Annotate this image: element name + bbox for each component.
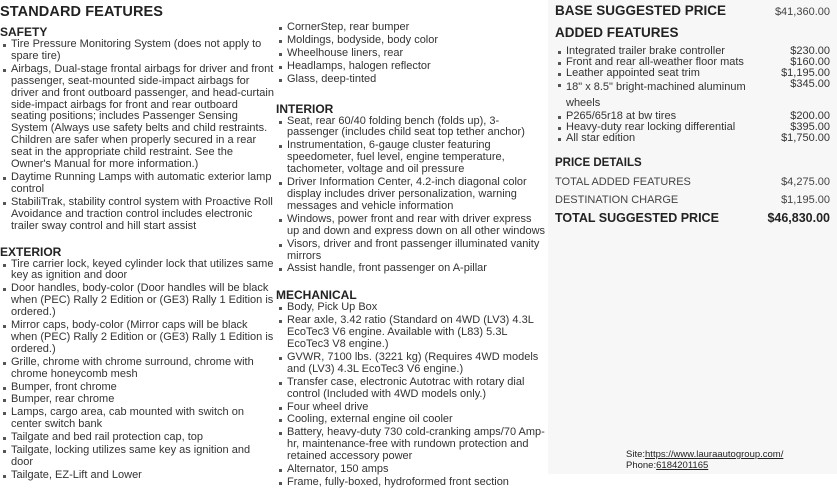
list-item: Headlamps, halogen reflector	[276, 61, 546, 73]
list-item: Assist handle, front passenger on A-pillar	[276, 263, 546, 275]
feature-price: $160.00	[790, 56, 830, 68]
section-title-interior: INTERIOR	[276, 101, 334, 116]
list-item: Mirror caps, body-color (Mirror caps will be black when (PEC) Rally 2 Edition or (GE3) Rally 1 Edition is ordered.)	[0, 320, 275, 356]
features-column-1	[0, 0, 275, 482]
list-item: Tire carrier lock, keyed cylinder lock that utilizes same key as ignition and door	[0, 259, 275, 283]
list-item: Bumper, rear chrome	[0, 394, 275, 406]
list-item: StabiliTrak, stability control system with Proactive Roll Avoidance and traction control includes electronic trailer sway control and hill start assist	[0, 197, 275, 233]
list-item: CornerStep, rear bumper	[276, 22, 546, 34]
feature-name: Front and rear all-weather floor mats	[566, 56, 744, 68]
list-item: Tailgate, locking utilizes same key as ignition and door	[0, 445, 275, 469]
feature-name: Leather appointed seat trim	[566, 67, 700, 79]
total-added-row	[548, 170, 837, 188]
list-item: Grille, chrome with chrome surround, chrome with chrome honeycomb mesh	[0, 357, 275, 381]
added-features-title: ADDED FEATURES	[555, 25, 679, 40]
list-item: Tailgate, EZ-Lift and Lower	[0, 470, 275, 482]
list-item: Alternator, 150 amps	[276, 464, 546, 476]
interior-list	[276, 116, 546, 276]
list-item: Bumper, front chrome	[0, 382, 275, 394]
base-price-label: BASE SUGGESTED PRICE	[555, 3, 727, 18]
added-feature-item	[555, 79, 830, 111]
list-item: Door handles, body-color (Door handles will be black when (PEC) Rally 2 Edition or (GE3) Rally 1 Edition is ordered.)	[0, 283, 275, 319]
list-item: Rear axle, 3.42 ratio (Standard on 4WD (LV3) 4.3L EcoTec3 V6 engine. Available with (L83) 5.3L EcoTec3 V8 engine.)	[276, 315, 546, 351]
dealer-contact	[626, 449, 783, 471]
feature-name: 18" x 8.5" bright-machined aluminum wheels	[566, 81, 746, 109]
base-price-value: $41,360.00	[774, 6, 830, 18]
page-title: STANDARD FEATURES	[0, 4, 164, 20]
list-item: Daytime Running Lamps with automatic exterior lamp control	[0, 172, 275, 196]
feature-name: P265/65r18 at bw tires	[566, 110, 677, 122]
total-price-label: TOTAL SUGGESTED PRICE	[555, 211, 719, 225]
list-item: Instrumentation, 6-gauge cluster featuring speedometer, fuel level, engine temperature, tachometer, voltage and oil pressure	[276, 140, 546, 176]
feature-name: Integrated trailer brake controller	[566, 45, 725, 57]
list-item: Battery, heavy-duty 730 cold-cranking amps/70 Amp-hr, maintenance-free with rundown protection and retained accessory power	[276, 427, 546, 463]
feature-price: $345.00	[790, 78, 830, 90]
destination-row	[548, 188, 837, 206]
list-item: Body, Pick Up Box	[276, 302, 546, 314]
site-line	[626, 449, 783, 460]
phone-link[interactable]: 6184201165	[656, 460, 709, 471]
list-item: Tire Pressure Monitoring System (does not apply to spare tire)	[0, 39, 275, 63]
list-item: GVWR, 7100 lbs. (3221 kg) (Requires 4WD models and (LV3) 4.3L EcoTec3 V6 engine.)	[276, 352, 546, 376]
feature-price: $395.00	[790, 121, 830, 133]
pricing-panel	[548, 0, 837, 474]
safety-list	[0, 39, 275, 233]
feature-price: $1,750.00	[781, 132, 830, 144]
list-item: Wheelhouse liners, rear	[276, 48, 546, 60]
base-price-row	[548, 0, 837, 18]
list-item: Driver Information Center, 4.2-inch diagonal color display includes driver personalization, warning messages and vehicle information	[276, 177, 546, 213]
feature-price: $200.00	[790, 110, 830, 122]
list-item: Seat, rear 60/40 folding bench (folds up), 3-passenger (includes child seat top tether anchor)	[276, 116, 546, 140]
section-title-safety: SAFETY	[0, 25, 48, 39]
total-price-row	[548, 206, 837, 225]
added-feature-item	[555, 68, 830, 79]
destination-value: $1,195.00	[781, 194, 830, 206]
feature-name: Heavy-duty rear locking differential	[566, 121, 736, 133]
list-item: Four wheel drive	[276, 402, 546, 414]
section-title-exterior: EXTERIOR	[0, 244, 62, 259]
total-price-value: $46,830.00	[767, 211, 830, 225]
list-item: Transfer case, electronic Autotrac with rotary dial control (Included with 4WD models only.)	[276, 377, 546, 401]
list-item: Moldings, bodyside, body color	[276, 35, 546, 47]
feature-price: $1,195.00	[781, 67, 830, 79]
list-item: Glass, deep-tinted	[276, 74, 546, 86]
list-item: Visors, driver and front passenger illuminated vanity mirrors	[276, 239, 546, 263]
mechanical-list	[276, 302, 546, 489]
feature-name: All star edition	[566, 132, 636, 144]
list-item: Lamps, cargo area, cab mounted with switch on center switch bank	[0, 407, 275, 431]
site-link[interactable]: https://www.lauraautogroup.com/	[645, 449, 784, 460]
list-item: Airbags, Dual-stage frontal airbags for driver and front passenger, seat-mounted side-impact airbags for driver and front outboard passenger, and head-curtain side-impact airbags for front and rear outboard seating positions; includes Passenger Sensing System (Always use safety belts and child restraints. Children are safer when properly secured in a rear seat in the appropriate child restraint. See the Owner's Manual for more information.)	[0, 64, 275, 171]
price-details-title: PRICE DETAILS	[555, 157, 642, 169]
list-item: Frame, fully-boxed, hydroformed front section	[276, 477, 546, 489]
feature-price: $230.00	[790, 45, 830, 57]
destination-label: DESTINATION CHARGE	[555, 194, 679, 206]
list-item: Tailgate and bed rail protection cap, top	[0, 432, 275, 444]
added-features-list	[555, 46, 830, 144]
section-title-mechanical: MECHANICAL	[276, 288, 357, 303]
added-feature-item	[555, 133, 830, 144]
phone-line	[626, 460, 783, 471]
exterior-list-continued	[276, 22, 546, 86]
phone-label: Phone:	[626, 460, 657, 471]
total-added-label: TOTAL ADDED FEATURES	[555, 176, 691, 188]
features-column-2	[276, 0, 546, 489]
exterior-list	[0, 259, 275, 482]
list-item: Cooling, external engine oil cooler	[276, 414, 546, 426]
total-added-value: $4,275.00	[781, 176, 830, 188]
site-label: Site:	[626, 449, 646, 460]
list-item: Windows, power front and rear with driver express up and down and express down on all other windows	[276, 214, 546, 238]
